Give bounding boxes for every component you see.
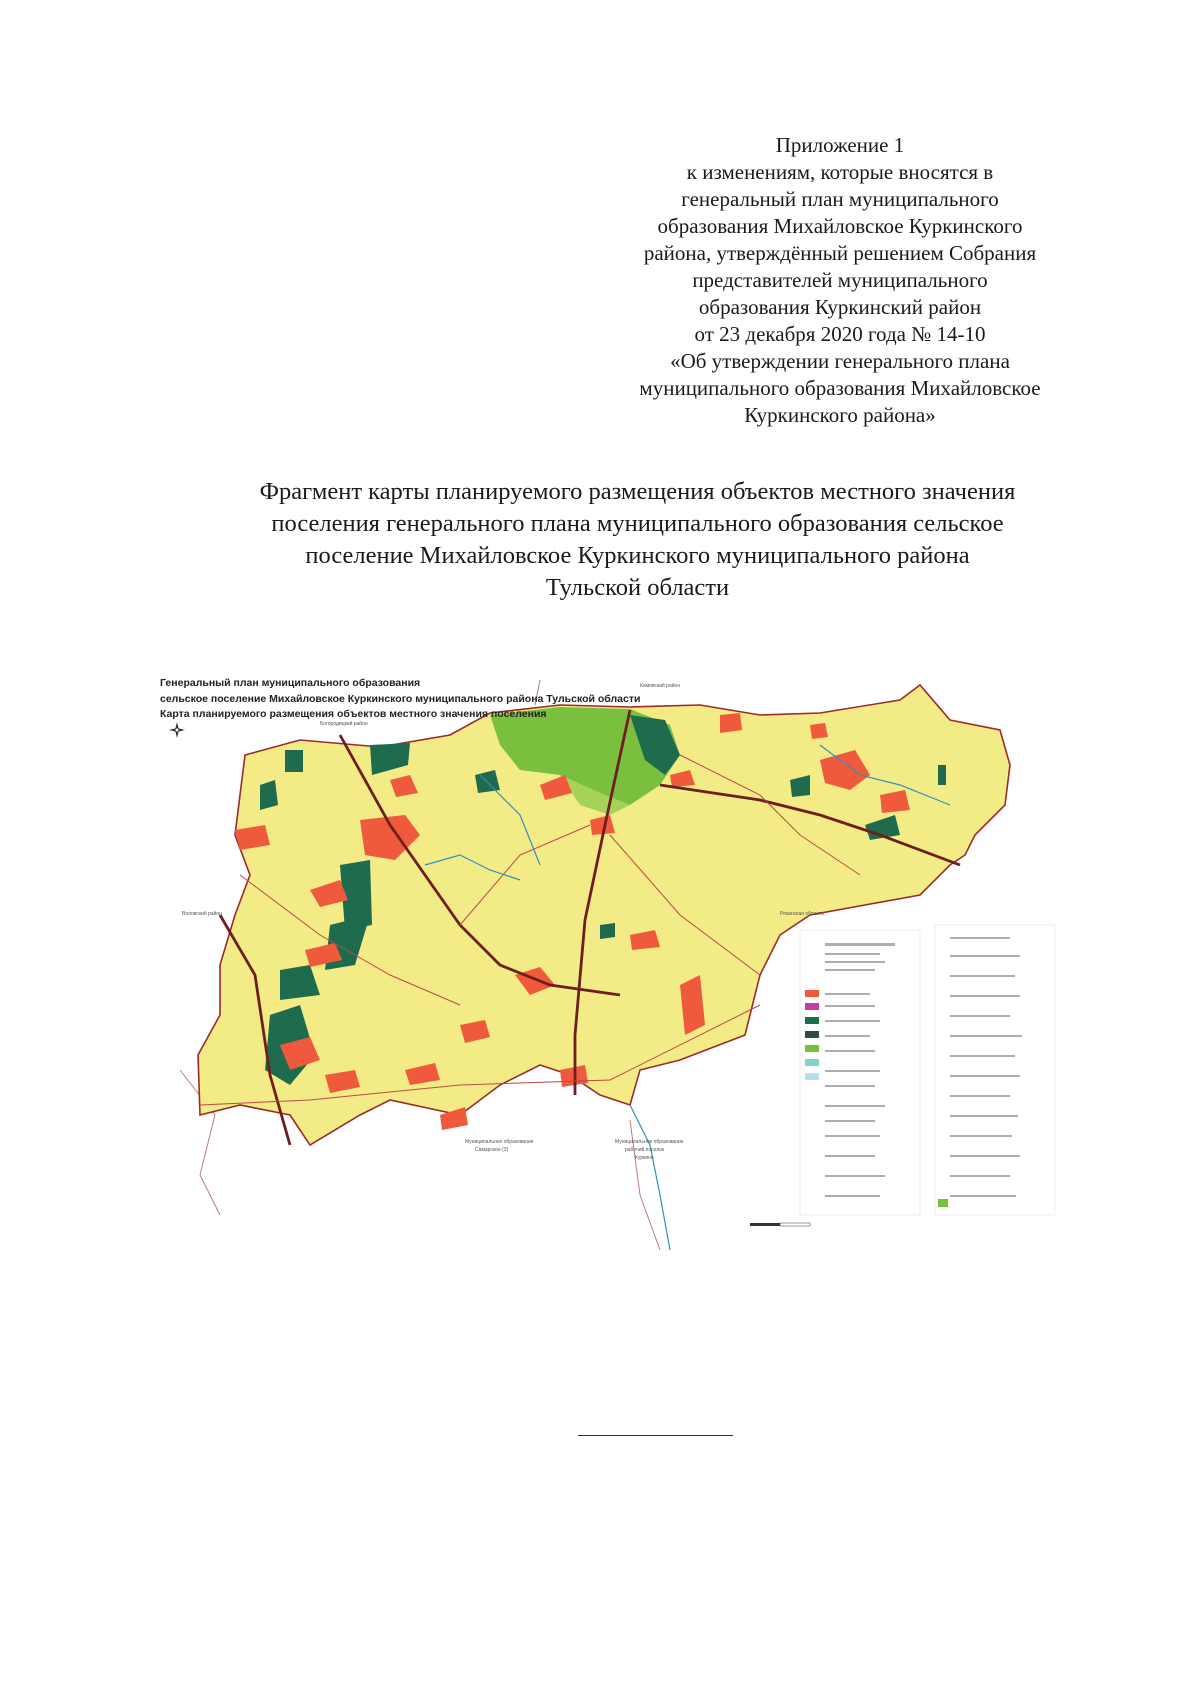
map-caption-line: Генеральный план муниципального образования bbox=[160, 677, 421, 689]
map-legend bbox=[800, 925, 1055, 1215]
end-rule bbox=[578, 1435, 733, 1436]
map-caption-line: сельское поселение Михайловское Куркинского муниципального района Тульской области bbox=[160, 692, 641, 705]
appendix-line: от 23 декабря 2020 года № 14-10 bbox=[694, 322, 986, 346]
neighbor-label: Муниципальное образование bbox=[465, 1139, 534, 1145]
map-image bbox=[160, 675, 1120, 1265]
neighbor-label: рабочий поселок bbox=[625, 1147, 665, 1153]
neighbor-label: Рязанская область bbox=[780, 911, 824, 917]
appendix-line: «Об утверждении генерального плана bbox=[670, 349, 1010, 373]
appendix-block bbox=[560, 132, 1120, 429]
appendix-line: образования Михайловское Куркинского bbox=[657, 214, 1023, 238]
neighbor-label: Муниципальное образование bbox=[615, 1139, 684, 1145]
neighbor-label: Куркино bbox=[635, 1155, 654, 1161]
heading-line: поселение Михайловское Куркинского муниципального района bbox=[305, 542, 970, 569]
appendix-line: муниципального образования Михайловское bbox=[639, 376, 1041, 400]
appendix-line: к изменениям, которые вносятся в bbox=[686, 160, 994, 184]
map-figure bbox=[160, 675, 1120, 1265]
compass-rose-icon bbox=[169, 722, 185, 738]
neighbor-label: Богородицкий район bbox=[320, 721, 368, 727]
appendix-line: генеральный план муниципального bbox=[681, 187, 999, 211]
neighbor-label: Самарское (3) bbox=[475, 1147, 509, 1153]
appendix-line: Приложение 1 bbox=[775, 133, 905, 157]
heading-line: Фрагмент карты планируемого размещения объектов местного значения bbox=[259, 478, 1016, 505]
appendix-line: Куркинского района» bbox=[744, 403, 936, 427]
heading-line: Тульской области bbox=[545, 574, 730, 601]
appendix-line: района, утверждённый решением Собрания bbox=[643, 241, 1037, 265]
heading-line: поселения генерального плана муниципального образования сельское bbox=[271, 510, 1004, 537]
neighbor-label: Воловский район bbox=[182, 911, 222, 917]
document-heading bbox=[100, 476, 1175, 604]
map-caption-line: Карта планируемого размещения объектов местного значения поселения bbox=[160, 708, 547, 720]
neighbor-label: Кимовский район bbox=[640, 683, 681, 689]
appendix-line: представителей муниципального bbox=[692, 268, 988, 292]
scale-bar-icon bbox=[750, 1223, 810, 1226]
map-caption bbox=[160, 676, 760, 723]
appendix-line: образования Куркинский район bbox=[698, 295, 982, 319]
